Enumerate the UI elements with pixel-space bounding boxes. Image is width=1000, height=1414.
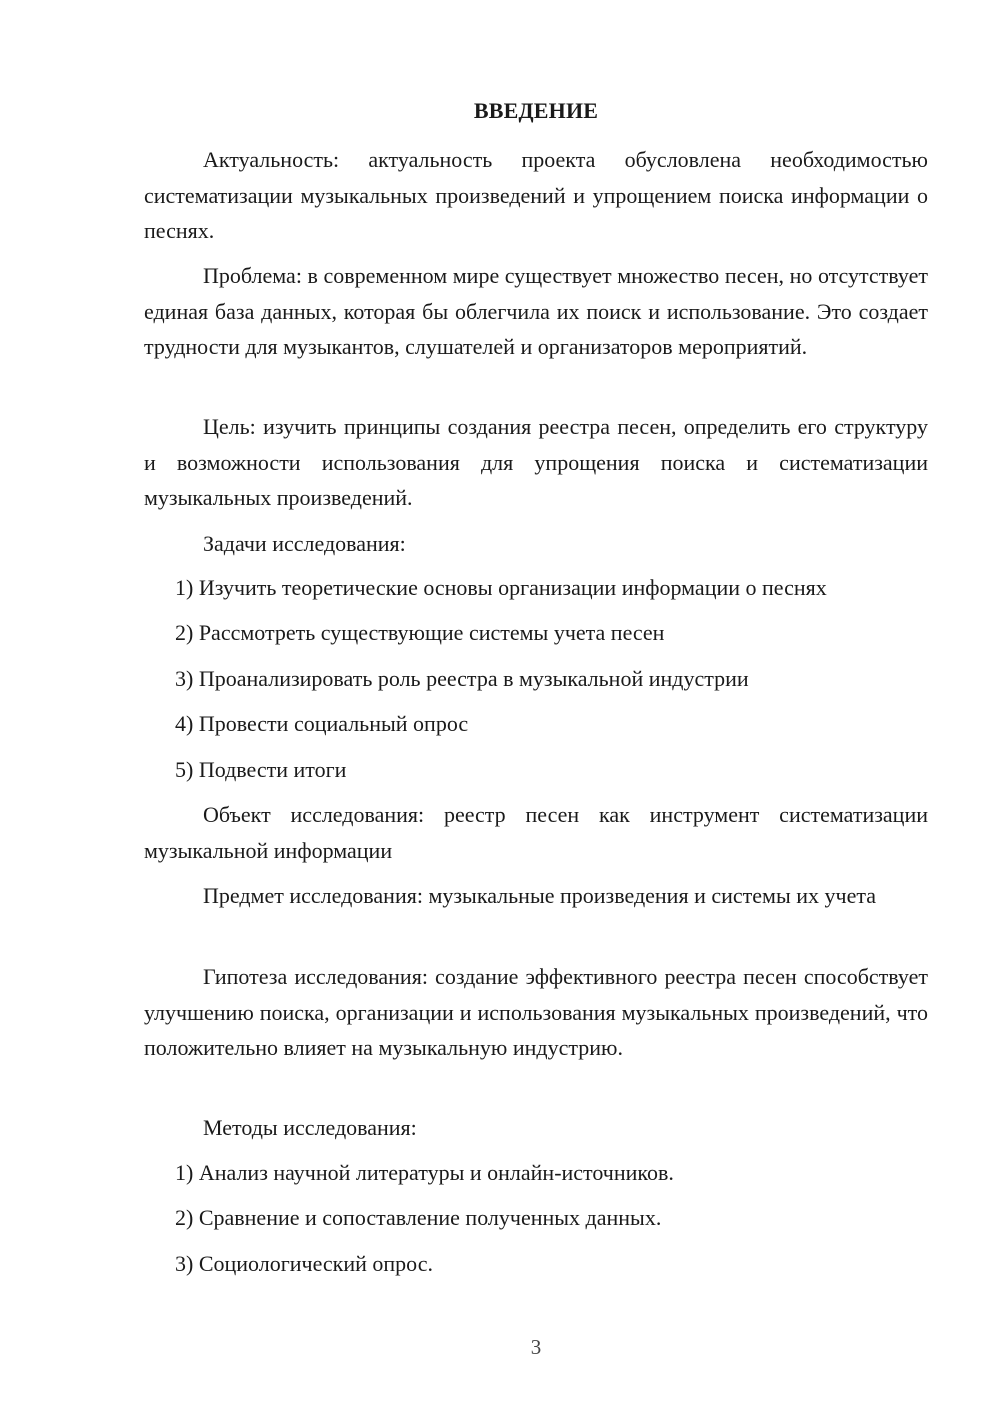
paragraph-subject: Предмет исследования: музыкальные произведения и системы их учета: [203, 883, 876, 908]
page-title: ВВЕДЕНИЕ: [473, 98, 599, 123]
tasks-heading: Задачи исследования:: [203, 531, 406, 556]
paragraph-object: Объект исследования: реестр песен как инструмент систематизации музыкальной информации: [144, 802, 928, 863]
task-item-2: 2) Рассмотреть существующие системы учета песен: [175, 620, 665, 645]
task-item-4: 4) Провести социальный опрос: [175, 711, 469, 736]
task-item-3: 3) Проанализировать роль реестра в музыкальной индустрии: [175, 666, 749, 691]
task-item-1: 1) Изучить теоретические основы организации информации о песнях: [175, 575, 827, 600]
method-item-1: 1) Анализ научной литературы и онлайн-источников.: [175, 1160, 674, 1185]
method-item-2: 2) Сравнение и сопоставление полученных данных.: [175, 1205, 662, 1230]
method-item-3: 3) Социологический опрос.: [175, 1251, 433, 1276]
paragraph-goal: Цель: изучить принципы создания реестра песен, определить его структуру и возможности использования для упрощения поиска и систематизации музыкальных произведений.: [144, 414, 928, 510]
paragraph-relevance: Актуальность: актуальность проекта обусловлена необходимостью систематизации музыкальных произведений и упрощением поиска информации о песнях.: [144, 147, 928, 243]
page-number: 3: [530, 1335, 542, 1359]
methods-heading: Методы исследования:: [203, 1115, 417, 1140]
paragraph-problem: Проблема: в современном мире существует множество песен, но отсутствует единая база данных, которая бы облегчила их поиск и использование. Это создает трудности для музыкантов, слушателей и организаторов мероприятий.: [144, 263, 928, 359]
paragraph-hypothesis: Гипотеза исследования: создание эффективного реестра песен способствует улучшению поиска, организации и использования музыкальных произведений, что положительно влияет на музыкальную индустрию.: [144, 964, 928, 1060]
task-item-5: 5) Подвести итоги: [175, 757, 347, 782]
